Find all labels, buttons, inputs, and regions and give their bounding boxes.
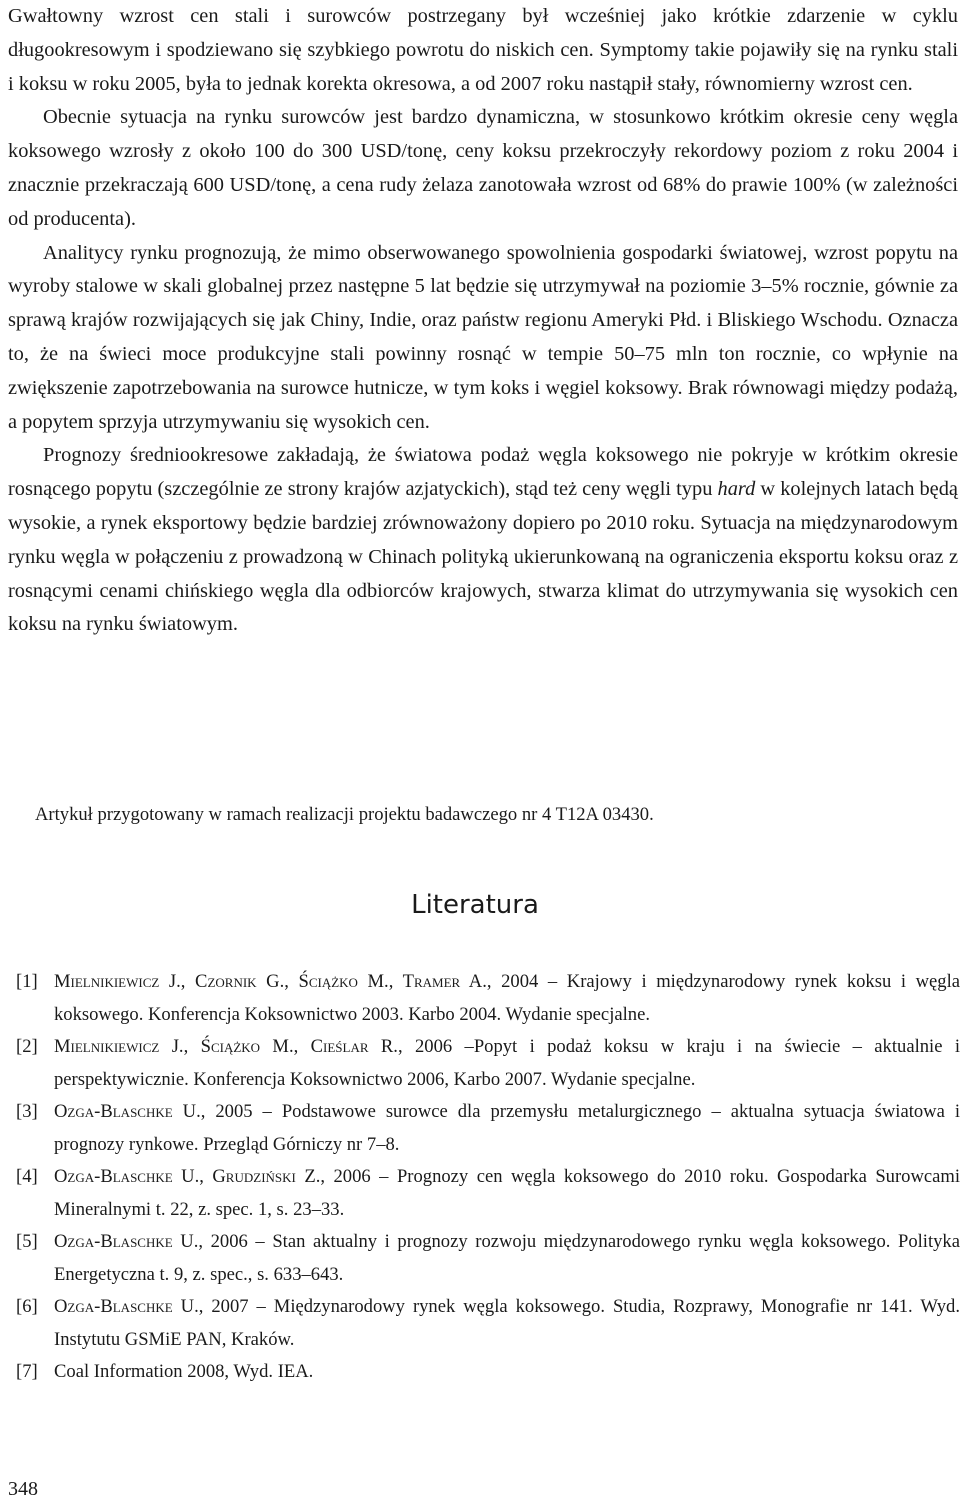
reference-list	[8, 966, 960, 1389]
reference-text: , 2006 – Stan aktualny i prognozy rozwoju międzynarodowego rynku węgla koksowego. Polityka Energetyczna t. 9, z. spec., s. 633–643.	[54, 1231, 960, 1285]
reference-authors: Ozga-Blaschke U., Grudziński Z.	[54, 1166, 321, 1187]
reference-authors: Mielnikiewicz J., Czornik G., Ściążko M., Tramer A.	[54, 971, 487, 992]
reference-text: , 2004 – Krajowy i międzynarodowy rynek koksu i węgla koksowego. Konferencja Koksownictwo 2003. Karbo 2004. Wydanie specjalne.	[54, 971, 960, 1025]
reference-item	[8, 1356, 960, 1389]
reference-text: , 2007 – Międzynarodowy rynek węgla koksowego. Studia, Rozprawy, Monografie nr 141. Wyd. Instytutu GSMiE PAN, Kraków.	[54, 1296, 960, 1350]
funding-note: Artykuł przygotowany w ramach realizacji projektu badawczego nr 4 T12A 03430.	[35, 804, 654, 825]
reference-authors: Ozga-Blaschke U.	[54, 1296, 199, 1317]
reference-number: [3]	[16, 1101, 38, 1122]
reference-item	[8, 1161, 960, 1226]
paragraph-market-situation: Obecnie sytuacja na rynku surowców jest bardzo dynamiczna, w stosunkowo krótkim okresie ceny węgla koksowego wzrosły z około 100 do 300 USD/tonę, ceny koksu przekroczyły rekordowy poziom z roku 2004 i znacznie przekraczają 600 USD/tonę, a cena rudy żelaza zanotowała wzrost od 68% do prawie 100% (w zależności od producenta).	[8, 106, 958, 230]
reference-text: Coal Information 2008, Wyd. IEA.	[54, 1361, 314, 1382]
paragraph-analyst-forecast: Analitycy rynku prognozują, że mimo obserwowanego spowolnienia gospodarki światowej, wzrost popytu na wyroby stalowe w skali globalnej przez następne 5 lat będzie się utrzymywał na poziomie 3–5% rocznie, gównie za sprawą krajów rozwijających się jak Chiny, Indie, oraz państw regionu Ameryki Płd. i Bliskiego Wschodu. Oznacza to, że na świeci moce produkcyjne stali powinny rosnąć w tempie 50–75 mln ton rocznie, co wpłynie na zwiększenie zapotrzebowania na surowce hutnicze, w tym koks i węgiel koksowy. Brak równowagi między podażą, a popytem sprzyja utrzymywaniu się wysokich cen.	[8, 241, 958, 433]
reference-authors: Ozga-Blaschke U.	[54, 1231, 199, 1252]
reference-number: [2]	[16, 1036, 38, 1057]
page-number: 348	[8, 1478, 38, 1500]
reference-item	[8, 1096, 960, 1161]
reference-text: , 2006 – Prognozy cen węgla koksowego do 2010 roku. Gospodarka Surowcami Mineralnymi t. 22, z. spec. 1, s. 23–33.	[54, 1166, 960, 1220]
reference-item	[8, 966, 960, 1031]
reference-authors: Ozga-Blaschke U.	[54, 1101, 201, 1122]
reference-item	[8, 1031, 960, 1096]
reference-number: [6]	[16, 1296, 38, 1317]
document-page	[8, 0, 958, 642]
reference-number: [7]	[16, 1361, 38, 1382]
reference-number: [5]	[16, 1231, 38, 1252]
reference-item	[8, 1226, 960, 1291]
paragraph-continued: Gwałtowny wzrost cen stali i surowców postrzegany był wcześniej jako krótkie zdarzenie w cyklu długookresowym i spodziewano się szybkiego powrotu do niskich cen. Symptomy takie pojawiły się na rynku stali i koksu w roku 2005, była to jednak korekta okresowa, a od 2007 roku nastąpił stały, równomierny wzrost cen.	[8, 5, 958, 95]
article-body	[8, 0, 958, 642]
references-heading: Literatura	[411, 890, 539, 920]
reference-number: [4]	[16, 1166, 38, 1187]
reference-item	[8, 1291, 960, 1356]
reference-text: , 2006 –Popyt i podaż koksu w kraju i na świecie – aktualnie i perspektywicznie. Konferencja Koksownictwo 2006, Karbo 2007. Wydanie specjalne.	[54, 1036, 960, 1090]
paragraph-mid-term-forecast	[8, 439, 958, 642]
reference-number: [1]	[16, 971, 38, 992]
reference-text: , 2005 – Podstawowe surowce dla przemysłu metalurgicznego – aktualna sytuacja światowa i prognozy rynkowe. Przegląd Górniczy nr 7–8.	[54, 1101, 960, 1155]
paragraph-text-part: w kolejnych latach będą wysokie, a rynek eksportowy będzie bardziej zrównoważony dopiero po 2010 roku. Sytuacja na międzynarodowym rynku węgla w połączeniu z prowadzoną w Chinach polityką ukierunkowaną na ograniczenia eksportu koksu oraz z rosnącymi cenami chińskiego węgla dla odbiorców krajowych, stwarza klimat do utrzymywania się wysokich cen koksu na rynku światowym.	[8, 478, 958, 636]
reference-authors: Mielnikiewicz J., Ściążko M., Cieślar R.	[54, 1036, 398, 1057]
paragraph-text-part: Prognozy średniookresowe zakładają, że światowa podaż węgla koksowego nie pokryje w krótkim okresie rosnącego popytu (szczególnie ze strony krajów azjatyckich), stąd też ceny węgli typu	[8, 444, 958, 501]
emphasis-hard: hard	[717, 478, 756, 501]
